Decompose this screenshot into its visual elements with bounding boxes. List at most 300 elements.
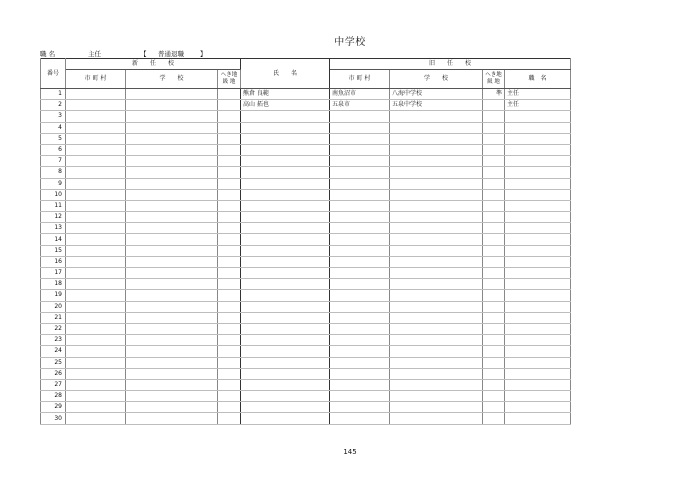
name-cell bbox=[241, 346, 330, 357]
position-cell bbox=[505, 223, 571, 234]
new-city-cell bbox=[66, 279, 126, 290]
old-city-header: 市 町 村 bbox=[330, 70, 390, 89]
new-remote-cell bbox=[218, 391, 241, 402]
name-cell bbox=[241, 189, 330, 200]
new-remote-cell bbox=[218, 323, 241, 334]
col-name-header: 氏 名 bbox=[241, 59, 330, 89]
new-city-cell bbox=[66, 290, 126, 301]
new-school-cell bbox=[126, 245, 218, 256]
new-city-cell bbox=[66, 178, 126, 189]
new-city-cell bbox=[66, 368, 126, 379]
old-city-cell bbox=[330, 279, 390, 290]
old-remote-header-line2: 級 地 bbox=[487, 79, 500, 85]
new-remote-cell bbox=[218, 156, 241, 167]
old-remote-cell bbox=[483, 368, 505, 379]
new-remote-header-line1: へき地 bbox=[220, 72, 238, 78]
old-remote-cell bbox=[483, 245, 505, 256]
table-row bbox=[41, 312, 571, 323]
new-remote-cell bbox=[218, 290, 241, 301]
new-city-cell bbox=[66, 189, 126, 200]
new-school-cell bbox=[126, 346, 218, 357]
old-remote-cell bbox=[483, 413, 505, 424]
col-number-header: 番号 bbox=[41, 59, 66, 89]
new-remote-cell bbox=[218, 279, 241, 290]
table-row bbox=[41, 200, 571, 211]
new-remote-cell bbox=[218, 379, 241, 390]
row-number-cell: 15 bbox=[41, 245, 66, 256]
new-remote-header-line2: 級 地 bbox=[222, 79, 236, 85]
position-cell bbox=[505, 167, 571, 178]
table-row bbox=[41, 413, 571, 424]
old-school-cell bbox=[390, 268, 483, 279]
name-cell bbox=[241, 133, 330, 144]
old-school-cell bbox=[390, 200, 483, 211]
old-city-cell bbox=[330, 335, 390, 346]
new-remote-cell bbox=[218, 368, 241, 379]
old-school-cell bbox=[390, 357, 483, 368]
name-cell bbox=[241, 144, 330, 155]
old-school-cell bbox=[390, 301, 483, 312]
position-cell bbox=[505, 133, 571, 144]
old-remote-cell bbox=[483, 189, 505, 200]
name-cell bbox=[241, 122, 330, 133]
row-number-cell: 27 bbox=[41, 379, 66, 390]
row-number-cell: 5 bbox=[41, 133, 66, 144]
row-number-cell: 18 bbox=[41, 279, 66, 290]
row-number-cell: 2 bbox=[41, 100, 66, 111]
new-city-cell bbox=[66, 167, 126, 178]
table-row bbox=[41, 178, 571, 189]
name-cell bbox=[241, 223, 330, 234]
old-city-cell bbox=[330, 111, 390, 122]
table-row bbox=[41, 189, 571, 200]
new-school-cell bbox=[126, 290, 218, 301]
old-city-cell bbox=[330, 290, 390, 301]
new-remote-cell bbox=[218, 312, 241, 323]
new-city-cell bbox=[66, 133, 126, 144]
new-remote-cell bbox=[218, 335, 241, 346]
new-school-group-header: 新 任 校 bbox=[66, 59, 241, 70]
name-cell bbox=[241, 268, 330, 279]
name-cell bbox=[241, 335, 330, 346]
new-school-cell bbox=[126, 223, 218, 234]
old-school-cell bbox=[390, 312, 483, 323]
position-cell bbox=[505, 413, 571, 424]
old-school-cell bbox=[390, 245, 483, 256]
old-remote-cell bbox=[483, 111, 505, 122]
new-city-cell bbox=[66, 156, 126, 167]
table-row bbox=[41, 245, 571, 256]
new-city-cell bbox=[66, 301, 126, 312]
old-city-cell bbox=[330, 413, 390, 424]
old-school-cell bbox=[390, 256, 483, 267]
row-number-cell: 25 bbox=[41, 357, 66, 368]
row-number-cell: 29 bbox=[41, 402, 66, 413]
new-city-cell bbox=[66, 100, 126, 111]
old-school-cell bbox=[390, 167, 483, 178]
old-city-cell bbox=[330, 268, 390, 279]
old-school-cell bbox=[390, 413, 483, 424]
new-city-cell bbox=[66, 122, 126, 133]
new-school-cell bbox=[126, 391, 218, 402]
new-city-cell bbox=[66, 89, 126, 100]
position-cell bbox=[505, 178, 571, 189]
new-remote-cell bbox=[218, 111, 241, 122]
row-number-cell: 30 bbox=[41, 413, 66, 424]
new-city-cell bbox=[66, 200, 126, 211]
table-row bbox=[41, 234, 571, 245]
new-school-cell bbox=[126, 312, 218, 323]
position-cell bbox=[505, 268, 571, 279]
new-remote-cell bbox=[218, 413, 241, 424]
new-city-cell bbox=[66, 402, 126, 413]
old-remote-cell bbox=[483, 167, 505, 178]
page-title: 中学校 bbox=[334, 37, 366, 48]
new-remote-cell bbox=[218, 402, 241, 413]
new-remote-cell bbox=[218, 133, 241, 144]
new-city-cell bbox=[66, 234, 126, 245]
table-row bbox=[41, 357, 571, 368]
old-remote-cell bbox=[483, 100, 505, 111]
row-number-cell: 11 bbox=[41, 200, 66, 211]
new-school-cell bbox=[126, 122, 218, 133]
name-cell: 熊倉 良範 bbox=[241, 89, 330, 100]
old-school-cell: 五泉中学校 bbox=[390, 100, 483, 111]
row-number-cell: 13 bbox=[41, 223, 66, 234]
new-remote-cell bbox=[218, 100, 241, 111]
position-cell bbox=[505, 323, 571, 334]
new-school-cell bbox=[126, 189, 218, 200]
position-cell bbox=[505, 301, 571, 312]
new-remote-cell bbox=[218, 346, 241, 357]
new-remote-cell bbox=[218, 200, 241, 211]
old-remote-cell bbox=[483, 335, 505, 346]
table-row bbox=[41, 323, 571, 334]
old-school-cell bbox=[390, 156, 483, 167]
position-cell bbox=[505, 189, 571, 200]
position-cell bbox=[505, 368, 571, 379]
new-city-cell bbox=[66, 256, 126, 267]
old-city-cell bbox=[330, 212, 390, 223]
old-school-cell bbox=[390, 368, 483, 379]
position-header: 職 名 bbox=[505, 70, 571, 89]
new-school-cell bbox=[126, 402, 218, 413]
old-remote-cell bbox=[483, 323, 505, 334]
position-cell bbox=[505, 156, 571, 167]
table-row bbox=[41, 301, 571, 312]
old-remote-cell bbox=[483, 391, 505, 402]
name-cell bbox=[241, 391, 330, 402]
position-cell: 主任 bbox=[505, 89, 571, 100]
table-row bbox=[41, 290, 571, 301]
old-school-cell: 八海中学校 bbox=[390, 89, 483, 100]
new-remote-cell bbox=[218, 245, 241, 256]
row-number-cell: 10 bbox=[41, 189, 66, 200]
old-school-cell bbox=[390, 223, 483, 234]
old-school-cell bbox=[390, 234, 483, 245]
position-label: 職 名 bbox=[40, 50, 56, 58]
old-city-cell bbox=[330, 167, 390, 178]
row-number-cell: 20 bbox=[41, 301, 66, 312]
old-school-cell bbox=[390, 111, 483, 122]
old-remote-cell bbox=[483, 279, 505, 290]
old-city-cell bbox=[330, 200, 390, 211]
new-school-cell bbox=[126, 111, 218, 122]
old-remote-header-line1: へき地 bbox=[485, 72, 502, 78]
new-city-cell bbox=[66, 379, 126, 390]
bracket-close: 】 bbox=[200, 50, 207, 58]
new-school-cell bbox=[126, 178, 218, 189]
name-cell bbox=[241, 312, 330, 323]
position-cell bbox=[505, 245, 571, 256]
new-school-cell bbox=[126, 379, 218, 390]
new-school-cell bbox=[126, 156, 218, 167]
old-remote-cell bbox=[483, 357, 505, 368]
old-city-cell bbox=[330, 189, 390, 200]
row-number-cell: 28 bbox=[41, 391, 66, 402]
new-city-cell bbox=[66, 212, 126, 223]
row-number-cell: 14 bbox=[41, 234, 66, 245]
old-school-group-header: 旧 任 校 bbox=[330, 59, 571, 70]
name-cell bbox=[241, 379, 330, 390]
table-row bbox=[41, 223, 571, 234]
new-city-cell bbox=[66, 312, 126, 323]
name-cell bbox=[241, 368, 330, 379]
old-city-cell: 南魚沼市 bbox=[330, 89, 390, 100]
position-cell bbox=[505, 402, 571, 413]
table-row bbox=[41, 379, 571, 390]
old-city-cell bbox=[330, 301, 390, 312]
new-school-cell bbox=[126, 357, 218, 368]
old-remote-cell bbox=[483, 212, 505, 223]
name-cell: 高山 拓也 bbox=[241, 100, 330, 111]
position-cell bbox=[505, 312, 571, 323]
table-row bbox=[41, 256, 571, 267]
new-remote-cell bbox=[218, 256, 241, 267]
new-city-cell bbox=[66, 335, 126, 346]
row-number-cell: 21 bbox=[41, 312, 66, 323]
roster-table bbox=[40, 58, 571, 425]
new-city-header: 市 町 村 bbox=[66, 70, 126, 89]
row-number-cell: 3 bbox=[41, 111, 66, 122]
row-number-cell: 22 bbox=[41, 323, 66, 334]
row-number-cell: 7 bbox=[41, 156, 66, 167]
new-city-cell bbox=[66, 357, 126, 368]
name-cell bbox=[241, 413, 330, 424]
old-school-cell bbox=[390, 189, 483, 200]
old-remote-header bbox=[483, 70, 505, 89]
old-school-cell bbox=[390, 323, 483, 334]
name-cell bbox=[241, 256, 330, 267]
name-cell bbox=[241, 212, 330, 223]
new-remote-cell bbox=[218, 234, 241, 245]
old-remote-cell bbox=[483, 268, 505, 279]
new-school-cell bbox=[126, 301, 218, 312]
old-remote-cell bbox=[483, 122, 505, 133]
old-remote-cell bbox=[483, 379, 505, 390]
name-cell bbox=[241, 200, 330, 211]
position-cell bbox=[505, 391, 571, 402]
new-school-cell bbox=[126, 256, 218, 267]
old-city-cell bbox=[330, 256, 390, 267]
table-row bbox=[41, 279, 571, 290]
table-row bbox=[41, 89, 571, 100]
position-cell bbox=[505, 256, 571, 267]
old-remote-cell bbox=[483, 144, 505, 155]
name-cell bbox=[241, 167, 330, 178]
old-school-cell bbox=[390, 279, 483, 290]
old-remote-cell bbox=[483, 156, 505, 167]
old-city-cell bbox=[330, 223, 390, 234]
name-cell bbox=[241, 357, 330, 368]
row-number-cell: 6 bbox=[41, 144, 66, 155]
position-cell bbox=[505, 212, 571, 223]
table-row bbox=[41, 133, 571, 144]
old-city-cell bbox=[330, 379, 390, 390]
old-school-cell bbox=[390, 133, 483, 144]
old-city-cell bbox=[330, 357, 390, 368]
table-row bbox=[41, 167, 571, 178]
old-city-cell bbox=[330, 391, 390, 402]
table-row bbox=[41, 122, 571, 133]
new-school-cell bbox=[126, 279, 218, 290]
new-school-cell bbox=[126, 413, 218, 424]
old-remote-cell bbox=[483, 133, 505, 144]
table-row bbox=[41, 391, 571, 402]
old-city-cell bbox=[330, 312, 390, 323]
new-school-cell bbox=[126, 368, 218, 379]
row-number-cell: 1 bbox=[41, 89, 66, 100]
new-remote-cell bbox=[218, 268, 241, 279]
name-cell bbox=[241, 301, 330, 312]
name-cell bbox=[241, 323, 330, 334]
row-number-cell: 19 bbox=[41, 290, 66, 301]
position-value: 主任 bbox=[88, 50, 101, 58]
position-cell bbox=[505, 279, 571, 290]
name-cell bbox=[241, 234, 330, 245]
old-school-cell bbox=[390, 335, 483, 346]
old-remote-cell bbox=[483, 234, 505, 245]
old-remote-cell: 準 bbox=[483, 89, 505, 100]
position-cell bbox=[505, 346, 571, 357]
old-city-cell bbox=[330, 323, 390, 334]
table-row bbox=[41, 100, 571, 111]
new-city-cell bbox=[66, 413, 126, 424]
old-remote-cell bbox=[483, 301, 505, 312]
old-remote-cell bbox=[483, 402, 505, 413]
roster-body bbox=[41, 89, 571, 425]
table-row bbox=[41, 368, 571, 379]
new-city-cell bbox=[66, 323, 126, 334]
name-cell bbox=[241, 178, 330, 189]
new-city-cell bbox=[66, 268, 126, 279]
row-number-cell: 12 bbox=[41, 212, 66, 223]
new-remote-cell bbox=[218, 189, 241, 200]
old-school-cell bbox=[390, 402, 483, 413]
old-city-cell bbox=[330, 402, 390, 413]
new-school-cell bbox=[126, 133, 218, 144]
old-school-cell bbox=[390, 122, 483, 133]
table-row bbox=[41, 212, 571, 223]
new-school-cell bbox=[126, 234, 218, 245]
name-cell bbox=[241, 111, 330, 122]
old-remote-cell bbox=[483, 178, 505, 189]
new-remote-cell bbox=[218, 223, 241, 234]
old-school-cell bbox=[390, 144, 483, 155]
old-remote-cell bbox=[483, 312, 505, 323]
name-cell bbox=[241, 279, 330, 290]
table-row bbox=[41, 402, 571, 413]
old-school-header: 学 校 bbox=[390, 70, 483, 89]
row-number-cell: 8 bbox=[41, 167, 66, 178]
name-cell bbox=[241, 156, 330, 167]
old-city-cell bbox=[330, 133, 390, 144]
old-school-cell bbox=[390, 346, 483, 357]
old-city-cell bbox=[330, 122, 390, 133]
position-cell bbox=[505, 357, 571, 368]
old-school-cell bbox=[390, 391, 483, 402]
row-number-cell: 17 bbox=[41, 268, 66, 279]
new-remote-cell bbox=[218, 144, 241, 155]
row-number-cell: 9 bbox=[41, 178, 66, 189]
new-school-cell bbox=[126, 212, 218, 223]
old-city-cell bbox=[330, 178, 390, 189]
new-remote-cell bbox=[218, 178, 241, 189]
page-number: 145 bbox=[343, 448, 357, 456]
old-remote-cell bbox=[483, 200, 505, 211]
position-cell: 主任 bbox=[505, 100, 571, 111]
new-school-cell bbox=[126, 323, 218, 334]
old-remote-cell bbox=[483, 223, 505, 234]
new-school-cell bbox=[126, 89, 218, 100]
new-city-cell bbox=[66, 144, 126, 155]
table-row bbox=[41, 346, 571, 357]
new-city-cell bbox=[66, 346, 126, 357]
position-cell bbox=[505, 290, 571, 301]
table-row bbox=[41, 111, 571, 122]
new-remote-header bbox=[218, 70, 241, 89]
old-city-cell bbox=[330, 346, 390, 357]
new-school-cell bbox=[126, 167, 218, 178]
new-school-cell bbox=[126, 335, 218, 346]
old-remote-cell bbox=[483, 256, 505, 267]
old-school-cell bbox=[390, 212, 483, 223]
new-city-cell bbox=[66, 391, 126, 402]
category-label: 普通退職 bbox=[158, 50, 184, 58]
old-city-cell bbox=[330, 234, 390, 245]
new-remote-cell bbox=[218, 357, 241, 368]
new-remote-cell bbox=[218, 212, 241, 223]
new-school-cell bbox=[126, 144, 218, 155]
name-cell bbox=[241, 402, 330, 413]
new-school-header: 学 校 bbox=[126, 70, 218, 89]
old-city-cell bbox=[330, 144, 390, 155]
old-remote-cell bbox=[483, 290, 505, 301]
position-cell bbox=[505, 111, 571, 122]
position-cell bbox=[505, 122, 571, 133]
new-school-cell bbox=[126, 268, 218, 279]
row-number-cell: 23 bbox=[41, 335, 66, 346]
table-row bbox=[41, 268, 571, 279]
row-number-cell: 16 bbox=[41, 256, 66, 267]
position-cell bbox=[505, 379, 571, 390]
old-city-cell bbox=[330, 368, 390, 379]
old-school-cell bbox=[390, 178, 483, 189]
new-city-cell bbox=[66, 111, 126, 122]
position-cell bbox=[505, 335, 571, 346]
row-number-cell: 4 bbox=[41, 122, 66, 133]
new-remote-cell bbox=[218, 301, 241, 312]
